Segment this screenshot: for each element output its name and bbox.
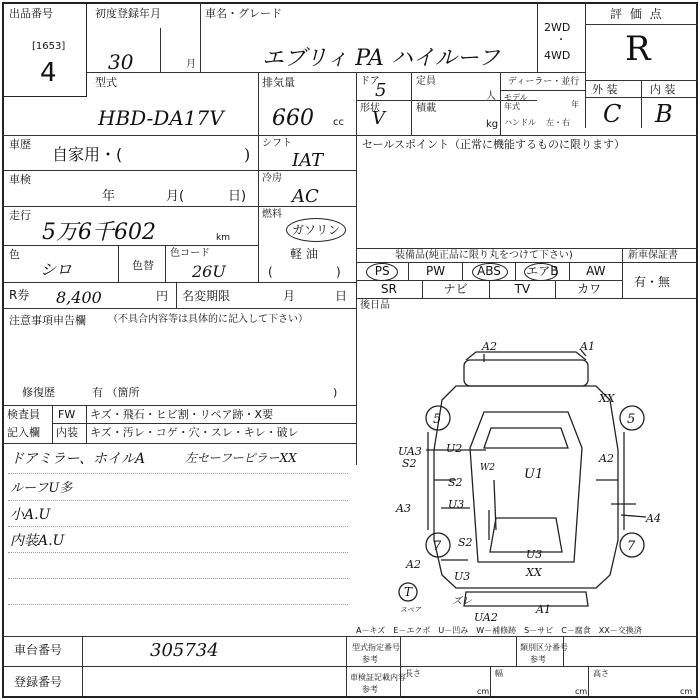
inspection-note-4: 内装A.U <box>10 533 65 549</box>
dealer-label: ディーラー・並行 <box>508 77 580 87</box>
color-code-value: 26U <box>192 262 226 281</box>
mileage-unit: km <box>216 233 230 243</box>
first-reg-label: 初度登録年月 <box>95 7 161 20</box>
recycle-unit: 円 <box>156 289 169 303</box>
mark-7-right: 7 <box>627 539 636 554</box>
displacement-value: 660 <box>272 106 314 131</box>
interior-value: B <box>655 100 673 128</box>
repaint-label: 色替 <box>132 259 154 272</box>
shift-label: シフト <box>262 138 292 149</box>
modify-label-2: 参考 <box>362 655 378 664</box>
shift-value: IAT <box>292 150 324 171</box>
model-year-label-2: 年式 <box>504 102 520 111</box>
roof-outline <box>470 412 582 562</box>
transfer-label: 名変期限 <box>182 289 231 303</box>
lot-label: 出品番号 <box>9 7 53 20</box>
equipment-item-r2-2: TV <box>490 280 557 298</box>
mark-a2-lower: A2 <box>406 558 421 571</box>
drive-dot: ・ <box>556 35 566 46</box>
equipment-item-r2-1: ナビ <box>423 280 490 298</box>
shape-value: V <box>372 108 385 129</box>
mark-a1-top: A1 <box>580 340 595 353</box>
mark-u2: U2 <box>446 442 463 455</box>
lot-code: [1653] <box>32 41 66 52</box>
mark-t-spare: T <box>404 585 413 599</box>
interior-legend-label: 内装 <box>56 426 78 439</box>
shape-label: 形状 <box>360 103 380 114</box>
first-reg-year: 30 <box>108 50 134 74</box>
rating-label: 評 価 点 <box>610 7 664 21</box>
modify-label-1: 型式指定番号 <box>352 643 400 652</box>
car-diagram <box>356 330 698 625</box>
ac-value: AC <box>292 186 319 207</box>
equipment-row-2 <box>356 280 622 298</box>
fuel-gasoline: ガソリン <box>292 223 341 237</box>
transfer-month: 月 <box>283 289 296 303</box>
capacity-unit: 人 <box>486 91 496 102</box>
mark-xx-lower: XX <box>526 566 542 579</box>
mark-7-left: 7 <box>433 539 442 554</box>
drive-4wd: 4WD <box>544 49 571 62</box>
door-label: ドア <box>360 76 380 87</box>
fuel-diesel: 軽 油 <box>290 247 318 261</box>
length-label: 長さ <box>405 669 421 678</box>
color-value: シロ <box>40 260 73 279</box>
history-label: 車歴 <box>9 138 31 151</box>
equipment-title: 装備品(純正品に限り丸をつけて下さい) <box>395 250 573 261</box>
fuel-label: 燃料 <box>262 209 282 220</box>
after-parts-label: 後日品 <box>360 300 390 311</box>
seat-note: 左セーフーピラーXX <box>185 451 297 465</box>
notice-hint: （不具合内容等は具体的に記入して下さい） <box>108 314 308 325</box>
category-label-1: 類別区分番号 <box>520 643 568 652</box>
load-unit: kg <box>486 119 499 130</box>
mark-s2-lower: S2 <box>458 536 473 549</box>
repair-close: ) <box>333 386 338 399</box>
exterior-label: 外 装 <box>592 83 618 96</box>
capacity-label: 定員 <box>416 76 436 87</box>
mark-u3-center: U3 <box>526 548 543 561</box>
equipment-item-r1-3: エアB <box>516 262 569 280</box>
color-label: 色 <box>9 248 20 261</box>
model-year-unit: 年 <box>571 100 579 109</box>
load-label: 積載 <box>416 103 436 114</box>
rating-value: R <box>625 29 651 69</box>
inspection-note-1: ドアミラー、ホイルA <box>10 451 146 467</box>
repair-value: 有 （箇所 <box>92 386 140 399</box>
mark-s2-center: S2 <box>448 476 463 489</box>
mark-a1-bottom: A1 <box>536 603 551 616</box>
first-reg-month-unit: 月 <box>186 59 196 70</box>
reg-label: 登録番号 <box>14 675 63 689</box>
inspector-label: 検査員 <box>7 408 40 421</box>
drive-2wd: 2WD <box>544 21 571 34</box>
mark-spare-label: スペア <box>400 606 421 614</box>
recycle-label: R券 <box>9 288 30 302</box>
inspection-month: 月( <box>166 189 185 204</box>
notice-label: 注意事項申告欄 <box>9 314 86 327</box>
history-close: ) <box>244 145 251 164</box>
chassis-value: 305734 <box>150 640 219 661</box>
length-unit: cm <box>477 687 490 696</box>
chassis-label: 車台番号 <box>14 643 63 657</box>
mark-a3: A3 <box>396 502 411 515</box>
name-grade-label: 車名・グレード <box>205 7 282 20</box>
rear-bumper-outline <box>464 592 588 606</box>
name-grade-value: エブリィ PA ハイルーフ <box>262 46 500 71</box>
lot-number: 4 <box>40 58 57 88</box>
equipment-item-r1-1: PW <box>409 262 462 280</box>
mark-5-left: 5 <box>433 412 442 427</box>
ac-label: 冷房 <box>262 173 282 184</box>
model-year-label-1: モデル <box>504 93 528 102</box>
handle-label: ハンドル <box>504 118 536 127</box>
handle-options: 左・右 <box>546 118 570 127</box>
sales-point-label: セールスポイント（正常に機能するものに限ります） <box>362 138 626 151</box>
size-label-1: 車検証記載内容 <box>350 673 406 682</box>
interior-items: キズ・汚レ・コゲ・穴・スレ・キレ・破レ <box>90 426 299 439</box>
mark-u3-upper: U3 <box>448 498 465 511</box>
abs-circle <box>472 263 508 281</box>
fuel-paren-close: ) <box>336 265 341 279</box>
equipment-item-r1-4: AW <box>586 264 606 278</box>
mark-a4: A4 <box>646 512 661 525</box>
exterior-value: C <box>603 100 622 128</box>
mark-5-right: 5 <box>627 412 636 427</box>
ps-circle <box>366 263 398 281</box>
model-label: 型式 <box>95 76 117 89</box>
mark-u3-lower: U3 <box>454 570 471 583</box>
warranty-value: 有・無 <box>634 275 671 289</box>
width-label: 幅 <box>495 669 503 678</box>
inspection-day: 日) <box>228 189 247 204</box>
model-value: HBD-DA17V <box>98 106 224 130</box>
equipment-item-r1-0: PS <box>356 262 409 280</box>
inspection-note-2: ルーフU多 <box>10 481 73 496</box>
inspection-year: 年 <box>102 189 116 204</box>
door-value: 5 <box>375 80 387 101</box>
code-legend: A－キズ E－エクボ U－凹み W－補修跡 S－サビ C－腐食 XX－交換済 <box>356 626 642 635</box>
mark-xx-right: XX <box>599 392 615 405</box>
mark-u1: U1 <box>524 467 544 482</box>
equipment-item-r1-2: ABS <box>463 262 516 280</box>
repair-label: 修復歴 <box>22 386 55 399</box>
mark-ua2: UA2 <box>474 611 498 624</box>
fw-items: キズ・飛石・ヒビ割・リペア跡・X要 <box>90 408 274 421</box>
mileage-value: 5万6千602 <box>42 220 156 245</box>
mark-s2-left: S2 <box>402 457 417 470</box>
mark-zure: ズレ <box>452 596 472 607</box>
mark-a2-right: A2 <box>599 452 614 465</box>
color-code-label: 色コード <box>170 248 210 259</box>
category-label-2: 参考 <box>530 655 546 664</box>
height-label: 高さ <box>593 669 609 678</box>
mark-ua3: UA3 <box>398 445 422 458</box>
height-unit: cm <box>680 687 693 696</box>
entry-label: 記入欄 <box>7 426 40 439</box>
inspection-label: 車検 <box>9 173 31 186</box>
displacement-label: 排気量 <box>262 76 295 89</box>
warranty-label: 新車保証書 <box>628 250 678 261</box>
fuel-paren-open: ( <box>268 265 273 279</box>
equipment-item-r2-3: カワ <box>577 282 602 296</box>
inspection-note-3: 小A.U <box>10 507 51 523</box>
mileage-label: 走行 <box>9 209 31 222</box>
displacement-unit: cc <box>333 117 344 128</box>
recycle-value: 8,400 <box>56 288 102 307</box>
width-unit: cm <box>575 687 588 696</box>
fuel-gasoline-circle <box>286 218 346 242</box>
airbag-circle <box>524 263 558 281</box>
fw-label: FW <box>58 408 76 421</box>
interior-label: 内 装 <box>650 83 676 96</box>
transfer-day: 日 <box>335 289 348 303</box>
mark-a2-top: A2 <box>482 340 497 353</box>
mark-w2: W2 <box>480 463 495 473</box>
size-label-2: 参考 <box>362 685 378 694</box>
history-value: 自家用・( <box>52 145 123 164</box>
equipment-item-r2-0: SR <box>356 280 423 298</box>
